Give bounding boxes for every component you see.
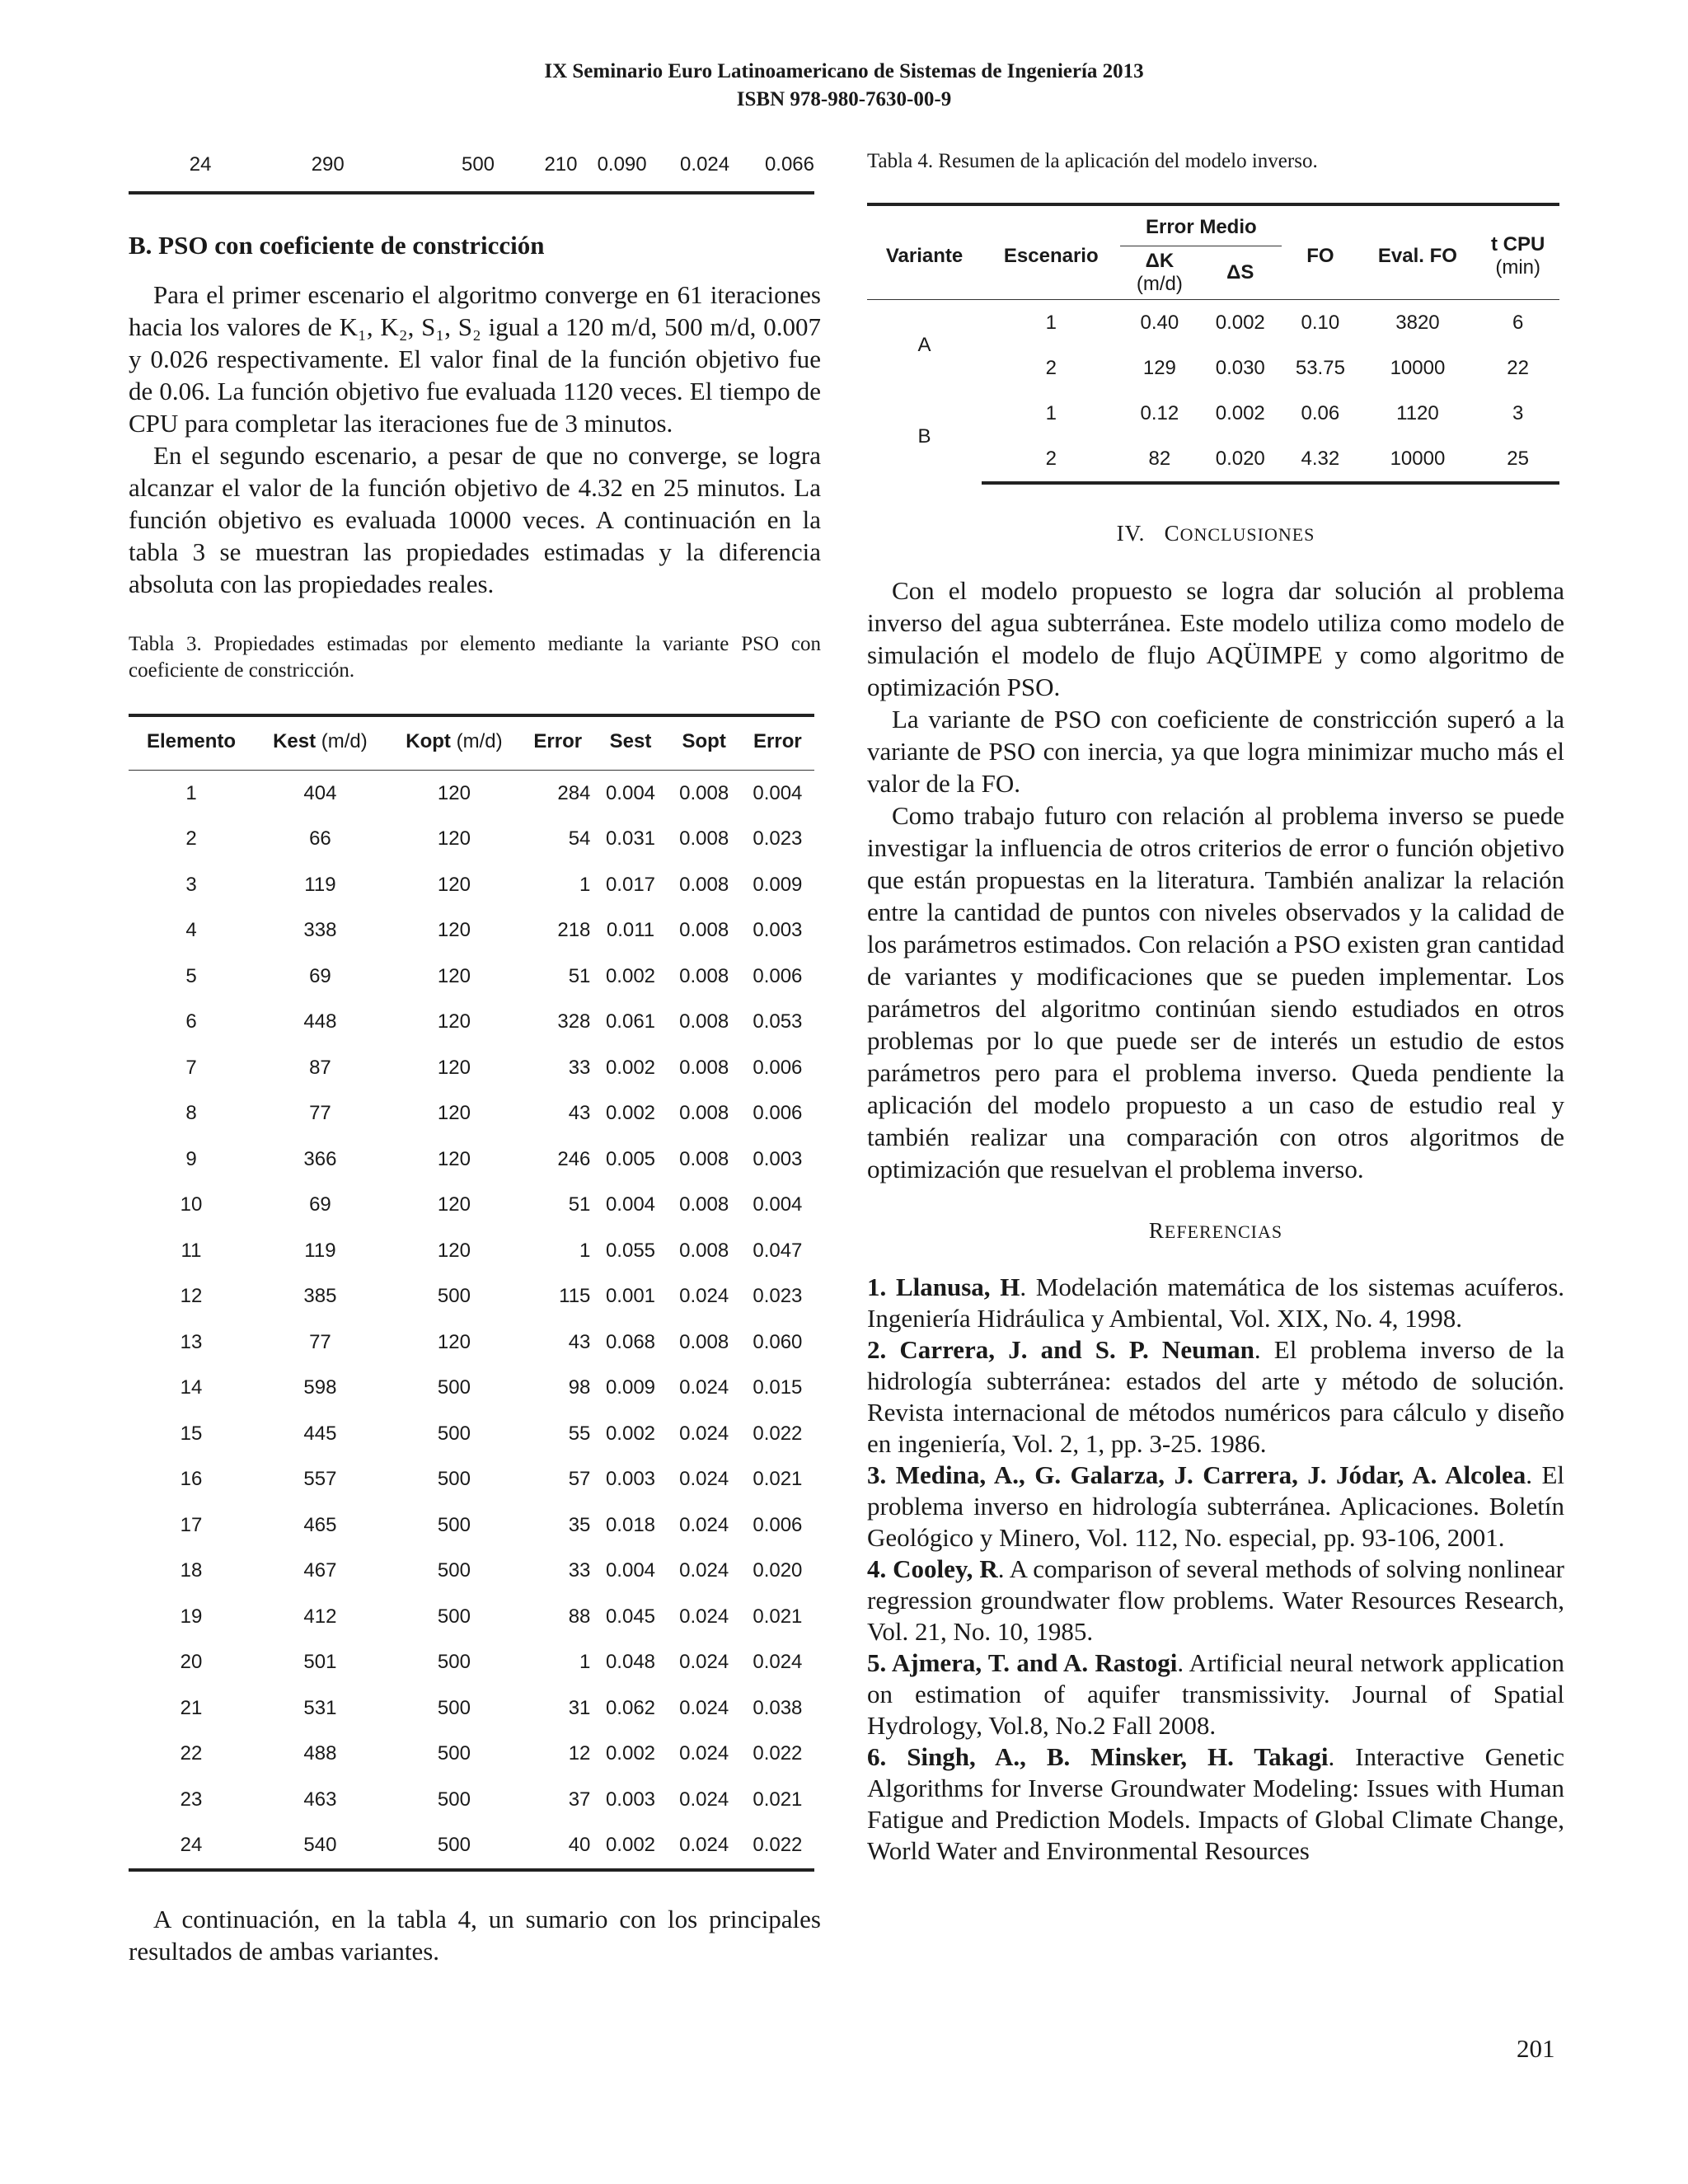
t3-cell: 0.008	[679, 781, 729, 804]
t3-cell: 0.024	[679, 1559, 729, 1582]
t3-cell: 0.008	[679, 1010, 729, 1033]
t3-cell: 500	[437, 1651, 471, 1674]
t3-cell: 0.024	[668, 1823, 741, 1871]
t3-cell: 0.055	[605, 1239, 656, 1262]
table-row	[129, 1594, 814, 1640]
t3-cell: 77	[309, 1330, 331, 1353]
t3-cell: 218	[557, 919, 591, 942]
t3-cell: 284	[557, 781, 591, 804]
t3-cell: 0.022	[753, 1422, 803, 1445]
t4-cell: 2	[982, 436, 1120, 483]
t3-cell: 465	[303, 1513, 337, 1536]
t4-header-eval-fo: Eval. FO	[1359, 204, 1477, 300]
t3-cell: 43	[568, 1102, 591, 1125]
t3-cell: 467	[303, 1559, 337, 1582]
t3-cell: 119	[304, 873, 336, 896]
t3-cell: 24	[129, 1823, 254, 1871]
carry-cell: 0.090	[597, 153, 647, 176]
table-row	[129, 1366, 814, 1412]
t4-cell: 0.020	[1198, 436, 1282, 483]
t3-cell: 0.020	[753, 1559, 803, 1582]
page-number: 201	[1517, 2034, 1555, 2063]
t3-cell: 0.004	[605, 781, 656, 804]
references-heading: REFERENCIAS	[1148, 1218, 1283, 1243]
t3-cell: 54	[568, 827, 591, 851]
t3-cell: 0.024	[679, 1513, 729, 1536]
t3-cell: 0.024	[679, 1696, 729, 1719]
table3	[129, 714, 814, 1872]
t4-header-dk: ΔK (m/d)	[1120, 246, 1198, 300]
t3-cell: 3	[185, 873, 197, 896]
t3-cell: 540	[254, 1823, 387, 1871]
t3-cell: 120	[437, 1239, 471, 1262]
t3-cell: 120	[437, 781, 471, 804]
reference-text: . El problema inverso en hidrología subterránea. Aplicaciones. Boletín Geológico y Minero, Vol. 112, No. especial, pp. 93-106, 2001.	[867, 1460, 1564, 1552]
reference-text: . Interactive Genetic Algorithms for Inverse Groundwater Modeling: Issues with Human Fatigue and Prediction Models. Impacts of Global Climate Change, World Water and Environmental Resources	[867, 1742, 1564, 1865]
t3-cell: 0.022	[753, 1742, 803, 1765]
t3-cell: 0.008	[679, 1102, 729, 1125]
t3-cell: 14	[180, 1376, 203, 1399]
t4-variante-cell: A	[917, 334, 931, 356]
t3-cell: 120	[437, 1010, 471, 1033]
t3-cell: 0.004	[605, 1193, 656, 1216]
t3-cell: 0.023	[753, 1285, 803, 1308]
t3-cell: 445	[303, 1422, 337, 1445]
t3-cell: 119	[304, 1239, 336, 1262]
t3-cell: 1	[185, 781, 197, 804]
t3-cell: 120	[437, 964, 471, 987]
t3-cell: 0.008	[679, 827, 729, 851]
t3-cell: 404	[303, 781, 337, 804]
table-row	[129, 1502, 814, 1549]
t3-cell: 0.024	[679, 1651, 729, 1674]
t3-cell: 0.002	[593, 1823, 667, 1871]
table-row	[129, 908, 814, 954]
t3-cell: 1	[579, 1239, 591, 1262]
t3-cell: 500	[437, 1696, 471, 1719]
conclusion-paragraph-1: Con el modelo propuesto se logra dar solución al problema inverso del agua subterránea. Este modelo utiliza como modelo de simulación el modelo de flujo AQÜIMPE y como algoritmo de optimización PSO.	[867, 576, 1564, 701]
t4-cell: 0.030	[1215, 356, 1265, 379]
reference-item	[867, 1554, 1564, 1647]
t3-cell: 51	[568, 964, 591, 987]
carry-cell: 210	[544, 153, 578, 176]
t3-cell: 5	[185, 964, 197, 987]
t3-cell: 98	[568, 1376, 591, 1399]
header-conference: IX Seminario Euro Latinoamericano de Sistemas de Ingeniería 2013	[544, 60, 1144, 82]
t3-cell: 6	[185, 1010, 197, 1033]
t4-cell: 10000	[1359, 436, 1477, 483]
t3-cell: 0.004	[753, 1193, 803, 1216]
section-title: B. PSO con coeficiente de constricción	[129, 231, 545, 260]
t3-cell: 0.024	[753, 1651, 803, 1674]
t3-cell: 1	[579, 1651, 591, 1674]
t3-cell: 366	[303, 1147, 337, 1170]
t3-cell: 0.045	[605, 1605, 656, 1628]
t3-cell: 15	[180, 1422, 203, 1445]
t3-cell: 0.006	[753, 964, 803, 987]
t3-cell: 500	[437, 1605, 471, 1628]
t3-cell: 9	[185, 1147, 197, 1170]
t4-header-escenario: Escenario	[982, 204, 1120, 300]
t3-cell: 0.062	[605, 1696, 656, 1719]
t3-header-kest: Kest (m/d)	[254, 715, 387, 771]
t3-header-elemento: Elemento	[129, 715, 254, 771]
t3-header-kopt: Kopt (m/d)	[387, 715, 522, 771]
t3-cell: 0.031	[605, 827, 656, 851]
t3-cell: 0.008	[679, 1193, 729, 1216]
t4-header-tcpu: t CPU (min)	[1476, 204, 1559, 300]
t4-cell: 4.32	[1282, 436, 1358, 483]
t3-cell: 0.047	[753, 1239, 803, 1262]
t3-cell: 0.008	[679, 919, 729, 942]
table-row	[129, 954, 814, 1000]
t3-cell: 328	[557, 1010, 591, 1033]
t3-cell: 55	[568, 1422, 591, 1445]
t3-cell: 20	[180, 1651, 203, 1674]
reference-item	[867, 1460, 1564, 1554]
paragraph-summary-intro: A continuación, en la tabla 4, un sumario con los principales resultados de ambas variantes.	[129, 1905, 821, 1966]
t3-cell: 10	[180, 1193, 203, 1216]
t3-cell: 0.024	[679, 1468, 729, 1491]
page-header	[0, 58, 1688, 114]
t3-cell: 4	[185, 919, 197, 942]
t3-cell: 598	[303, 1376, 337, 1399]
t3-cell: 1	[579, 873, 591, 896]
t3-cell: 31	[568, 1696, 591, 1719]
table4-caption: Tabla 4. Resumen de la aplicación del modelo inverso.	[867, 150, 1318, 172]
table-row	[129, 1411, 814, 1457]
reference-item	[867, 1741, 1564, 1867]
t3-cell: 0.053	[753, 1010, 803, 1033]
t4-cell: 1	[1045, 311, 1057, 334]
t4-header-ds: ΔS	[1198, 246, 1282, 300]
t3-cell: 0.002	[605, 1742, 656, 1765]
t3-cell: 0.002	[605, 1422, 656, 1445]
t3-cell: 500	[437, 1422, 471, 1445]
t3-header-error: Error	[522, 715, 593, 771]
t4-cell: 53.75	[1295, 356, 1345, 379]
table-row	[129, 1045, 814, 1091]
table-row	[129, 1091, 814, 1137]
t4-cell: 0.12	[1140, 401, 1179, 424]
reference-item	[867, 1334, 1564, 1460]
t3-cell: 0.003	[605, 1788, 656, 1811]
t3-cell: 0.008	[679, 964, 729, 987]
conclusions-heading: IV. CONCLUSIONES	[1116, 521, 1315, 546]
table-row	[129, 1228, 814, 1274]
reference-authors: 5. Ajmera, T. and A. Rastogi	[867, 1648, 1178, 1677]
table-row	[129, 1777, 814, 1823]
t4-header-variante: Variante	[867, 204, 982, 300]
t3-cell: 500	[437, 1788, 471, 1811]
t3-cell: 0.048	[605, 1651, 656, 1674]
t3-cell: 2	[185, 827, 197, 851]
t3-cell: 88	[568, 1605, 591, 1628]
t3-cell: 120	[437, 1102, 471, 1125]
t3-cell: 120	[437, 1330, 471, 1353]
t3-cell: 0.002	[605, 1102, 656, 1125]
t4-variante-cell: B	[917, 425, 931, 448]
t3-cell: 500	[437, 1285, 471, 1308]
t3-cell: 57	[568, 1468, 591, 1491]
t3-cell: 0.008	[679, 1330, 729, 1353]
t3-header-sest: Sest	[593, 715, 667, 771]
t3-cell: 500	[437, 1559, 471, 1582]
t3-cell: 0.021	[753, 1788, 803, 1811]
t3-cell: 11	[181, 1239, 202, 1262]
t4-cell: 0.002	[1215, 311, 1265, 334]
carry-cell: 24	[189, 153, 212, 176]
left-column	[129, 148, 821, 1967]
t4-cell: 1120	[1396, 401, 1439, 424]
t3-cell: 40	[522, 1823, 593, 1871]
t3-cell: 463	[303, 1788, 337, 1811]
table3-caption: Tabla 3. Propiedades estimadas por elemento mediante la variante PSO con coeficiente de constricción.	[129, 633, 821, 682]
t3-cell: 0.061	[605, 1010, 656, 1033]
t3-cell: 22	[180, 1742, 203, 1765]
table-row	[129, 1732, 814, 1778]
paragraph-scenario2: En el segundo escenario, a pesar de que no converge, se logra alcanzar el valor de la función objetivo de 4.32 en 25 minutos. La función objetivo es evaluada 10000 veces. A continuación en la tabla 3 se muestran las propiedades estimadas y la diferencia absoluta con las propiedades reales.	[129, 441, 821, 598]
t3-cell: 0.003	[753, 1147, 803, 1170]
t3-cell: 19	[180, 1605, 203, 1628]
t3-cell: 0.008	[679, 1239, 729, 1262]
t3-cell: 16	[180, 1468, 203, 1491]
t3-cell: 500	[437, 1513, 471, 1536]
t3-cell: 120	[437, 1147, 471, 1170]
t3-cell: 0.009	[753, 873, 803, 896]
t3-cell: 338	[303, 919, 337, 942]
t3-cell: 0.006	[753, 1513, 803, 1536]
table-row	[129, 1457, 814, 1503]
table2-bottom-rule	[129, 191, 814, 194]
t3-cell: 120	[437, 919, 471, 942]
t3-cell: 12	[180, 1285, 203, 1308]
t3-cell: 37	[568, 1788, 591, 1811]
t4-cell: 10000	[1390, 356, 1446, 379]
t3-cell: 0.038	[753, 1696, 803, 1719]
t3-header-error-s: Error	[741, 715, 814, 771]
table-row	[129, 1319, 814, 1366]
t3-cell: 120	[437, 1193, 471, 1216]
t3-cell: 500	[437, 1742, 471, 1765]
t3-cell: 0.008	[679, 1056, 729, 1079]
reference-authors: 6. Singh, A., B. Minsker, H. Takagi	[867, 1742, 1329, 1771]
table-row	[129, 1274, 814, 1320]
t3-cell: 500	[437, 1468, 471, 1491]
t3-cell: 0.003	[605, 1468, 656, 1491]
table-row	[129, 1823, 814, 1871]
t3-cell: 120	[437, 1056, 471, 1079]
t3-cell: 43	[568, 1330, 591, 1353]
carry-cell: 0.066	[764, 153, 814, 176]
carry-cell: 290	[311, 153, 345, 176]
t3-cell: 385	[303, 1285, 337, 1308]
t3-cell: 13	[180, 1330, 203, 1353]
t4-cell: 22	[1507, 356, 1529, 379]
t3-cell: 35	[568, 1513, 591, 1536]
conclusion-paragraph-3: Como trabajo futuro con relación al problema inverso se puede investigar la influencia de otros criterios de error o función objetivo que están propuestas en la literatura. También analizar la relación entre la cantidad de puntos con niveles observados y la calidad de los parámetros estimados. Con relación a PSO existen gran cantidad de variantes y modificaciones que se pueden implementar. Los parámetros del algoritmo continúan siendo estudiados en otros problemas por lo que puede ser de interés un estudio de estos parámetros pero para el problema inverso. Queda pendiente la aplicación del modelo propuesto a un caso de estudio real y también realizar una comparación con otros algoritmos de optimización que resuelvan el problema inverso.	[867, 801, 1564, 1183]
t4-cell: 3820	[1395, 311, 1440, 334]
t3-cell: 0.024	[679, 1742, 729, 1765]
t3-cell: 87	[309, 1056, 331, 1079]
t4-header-fo: FO	[1282, 204, 1358, 300]
reference-authors: 3. Medina, A., G. Galarza, J. Carrera, J. Jódar, A. Alcolea	[867, 1460, 1526, 1489]
reference-item	[867, 1647, 1564, 1741]
t3-cell: 8	[185, 1102, 197, 1125]
reference-item	[867, 1272, 1564, 1334]
t3-cell: 69	[309, 964, 331, 987]
t4-cell: 6	[1512, 311, 1524, 334]
t3-cell: 0.024	[679, 1422, 729, 1445]
right-column	[867, 148, 1564, 1867]
t3-cell: 7	[185, 1056, 197, 1079]
carry-cell: 500	[461, 153, 495, 176]
t4-cell: 3	[1512, 401, 1524, 424]
t4-cell: 0.002	[1215, 401, 1265, 424]
t3-cell: 69	[309, 1193, 331, 1216]
t3-cell: 412	[303, 1605, 337, 1628]
t3-cell: 51	[568, 1193, 591, 1216]
table-row	[129, 1183, 814, 1229]
table-row	[129, 1685, 814, 1732]
reference-text: . El problema inverso de la hidrología subterránea: estados del arte y método de solución. Revista internacional de métodos numéricos para cálculo y diseño en ingeniería, Vol. 2, 1, pp. 3-25. 1986.	[867, 1335, 1564, 1458]
conclusion-paragraph-2: La variante de PSO con coeficiente de constricción superó a la variante de PSO con inercia, ya que logra minimizar mucho más el valor de la FO.	[867, 705, 1564, 798]
table-row	[129, 1000, 814, 1046]
t3-cell: 21	[180, 1696, 203, 1719]
t3-cell: 66	[309, 827, 331, 851]
t3-cell: 246	[557, 1147, 591, 1170]
table-row	[129, 862, 814, 908]
t4-cell: 0.10	[1301, 311, 1340, 334]
t3-cell: 0.002	[605, 964, 656, 987]
t3-cell: 0.023	[753, 827, 803, 851]
t3-cell: 23	[180, 1788, 203, 1811]
reference-text: . A comparison of several methods of solving nonlinear regression groundwater flow problems. Water Resources Research, Vol. 21, No. 10, 1985.	[867, 1554, 1564, 1646]
t3-cell: 0.024	[679, 1376, 729, 1399]
table-row	[129, 1137, 814, 1183]
t3-cell: 0.011	[606, 919, 655, 942]
header-isbn: ISBN 978-980-7630-00-9	[736, 88, 952, 110]
t3-cell: 18	[180, 1559, 203, 1582]
table-row	[867, 300, 1559, 346]
t4-cell: 129	[1142, 356, 1176, 379]
t3-cell: 0.024	[679, 1605, 729, 1628]
t4-cell: 0.06	[1301, 401, 1340, 424]
table4	[867, 203, 1559, 485]
t3-cell: 0.021	[753, 1605, 803, 1628]
table-row	[867, 391, 1559, 436]
t3-cell: 115	[559, 1285, 591, 1308]
table-row	[129, 1640, 814, 1686]
t3-cell: 0.022	[741, 1823, 814, 1871]
t3-cell: 0.024	[679, 1285, 729, 1308]
t3-cell: 0.006	[753, 1056, 803, 1079]
t3-cell: 0.001	[605, 1285, 656, 1308]
t4-cell: 1	[1045, 401, 1057, 424]
t3-cell: 120	[437, 873, 471, 896]
reference-authors: 4. Cooley, R	[867, 1554, 998, 1583]
t3-cell: 0.002	[605, 1056, 656, 1079]
t3-cell: 0.017	[605, 873, 656, 896]
t3-cell: 0.021	[753, 1468, 803, 1491]
carry-cell: 0.024	[680, 153, 730, 176]
table-row	[129, 1549, 814, 1595]
reference-text: . Modelación matemática de los sistemas acuíferos. Ingeniería Hidráulica y Ambiental, Vol. XIX, No. 4, 1998.	[867, 1272, 1565, 1333]
t3-cell: 448	[303, 1010, 337, 1033]
t3-cell: 12	[568, 1742, 591, 1765]
t3-cell: 0.004	[753, 781, 803, 804]
t3-cell: 531	[303, 1696, 337, 1719]
t3-cell: 33	[568, 1056, 591, 1079]
t3-cell: 0.008	[679, 873, 729, 896]
reference-authors: 1. Llanusa, H	[867, 1272, 1020, 1301]
t3-cell: 0.015	[753, 1376, 803, 1399]
t3-cell: 0.009	[605, 1376, 656, 1399]
t3-cell: 0.008	[679, 1147, 729, 1170]
t3-cell: 33	[568, 1559, 591, 1582]
t3-cell: 501	[303, 1651, 337, 1674]
references-list	[867, 1272, 1564, 1867]
t3-cell: 120	[437, 827, 471, 851]
t3-cell: 0.018	[605, 1513, 656, 1536]
t3-cell: 77	[309, 1102, 331, 1125]
t3-cell: 500	[387, 1823, 522, 1871]
t3-cell: 488	[303, 1742, 337, 1765]
t4-header-error-medio: Error Medio	[1120, 204, 1282, 246]
table-row	[129, 771, 814, 817]
t3-cell: 0.003	[753, 919, 803, 942]
t3-cell: 0.004	[605, 1559, 656, 1582]
t4-cell: 2	[1045, 356, 1057, 379]
t3-cell: 0.060	[753, 1330, 803, 1353]
t3-cell: 557	[303, 1468, 337, 1491]
t3-header-sopt: Sopt	[668, 715, 741, 771]
t3-cell: 0.005	[605, 1147, 656, 1170]
reference-text: . Artificial neural network application on estimation of aquifer transmissivity. Journal of Spatial Hydrology, Vol.8, No.2 Fall 2008.	[867, 1648, 1565, 1740]
t4-cell: 0.40	[1140, 311, 1179, 334]
t3-cell: 17	[180, 1513, 203, 1536]
t3-cell: 0.024	[679, 1788, 729, 1811]
t3-cell: 0.006	[753, 1102, 803, 1125]
t3-cell: 500	[437, 1376, 471, 1399]
paragraph-scenario1: Para el primer escenario el algoritmo converge en 61 iteraciones hacia los valores de K₁, K₂, S₁, S₂ igual a 120 m/d, 500 m/d, 0.007 y 0.026 respectivamente. El valor final de la función objetivo fue de 0.06. La función objetivo fue evaluada 1120 veces. El tiempo de CPU para completar las iteraciones fue de 3 minutos.	[129, 280, 821, 438]
reference-authors: 2. Carrera, J. and S. P. Neuman	[867, 1335, 1254, 1364]
t3-cell: 0.068	[605, 1330, 656, 1353]
table2-carryover-row	[129, 148, 814, 190]
table-row	[129, 817, 814, 863]
t4-cell: 82	[1120, 436, 1198, 483]
t4-cell: 25	[1476, 436, 1559, 483]
